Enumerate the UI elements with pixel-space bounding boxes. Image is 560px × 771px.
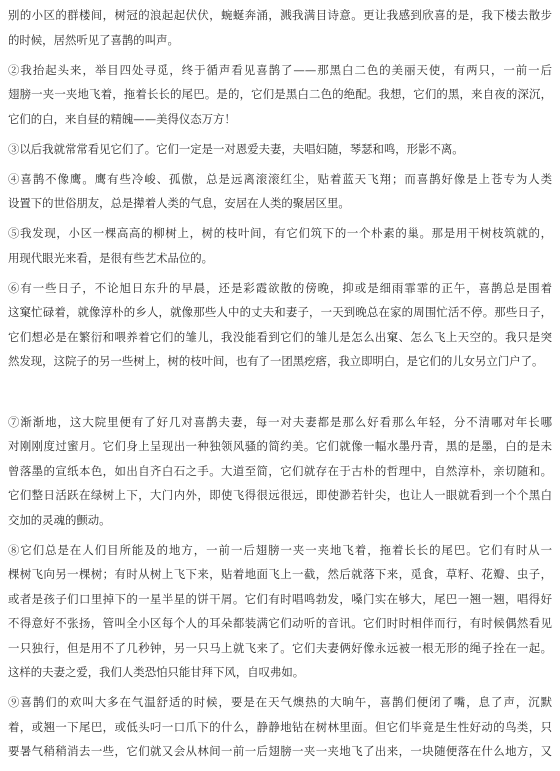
- paragraph-6: [8, 276, 552, 374]
- paragraph-4: [8, 167, 552, 216]
- text-line: 对刚刚度过蜜月。它们身上呈现出一种独领风骚的简约美。它们就像一幅水墨丹青，黑的是墨，白的是未: [8, 439, 552, 453]
- text-line: 它们整日活跃在绿树上下，大门内外，即使飞得很远很远，即使渺若针尖，也让人一眼就看到一个个黑白: [8, 488, 552, 502]
- paragraph-8: [8, 538, 552, 685]
- paragraph-1: [8, 3, 552, 52]
- text-line: 交加的灵魂的颤动。: [8, 512, 111, 527]
- text-line: 然发现，这院子的另一些树上，树的枝叶间，也有了一团黑疙瘩，我立即明白，是它们的儿女另立门户了。: [8, 354, 544, 368]
- text-line: 它们的白，来自昼的精魄——美得仪态万方！: [8, 111, 236, 126]
- text-line: 这窠忙碌着，就像淳朴的乡人，就像那些人中的丈夫和妻子，一天到晚总在家的周围忙活不停。那些日子，: [8, 305, 552, 319]
- text-line: 棵树飞向另一棵树；有时从树上飞下来，贴着地面飞上一截，然后就落下来，觅食，草籽、花瓣、虫子，: [8, 567, 552, 581]
- text-line: ③以后我就常常看见它们了。它们一定是一对恩爱夫妻，夫唱妇随，琴瑟和鸣，形影不离。: [8, 141, 464, 156]
- paragraph-2: [8, 58, 552, 132]
- text-line: ②我抬起头来，举目四处寻觅，终于循声看见喜鹊了——那黑白二色的美丽天使，有两只，一前一后: [8, 62, 552, 77]
- paragraph-3: [8, 137, 552, 162]
- text-line: 着，或翘一下尾巴，或低头叼一口爪下的什么，静静地钻在树林里面。但它们毕竟是生性好动的鸟类，只: [8, 719, 552, 734]
- text-line: 用现代眼光来看，是很有些艺术品位的。: [8, 250, 214, 265]
- text-line: ⑦渐渐地，这大院里便有了好几对喜鹊夫妻，每一对夫妻都是那么好看那么年轻，分不清哪对年长哪: [8, 414, 552, 429]
- paragraph-5: [8, 221, 552, 270]
- text-line: 别的小区的群楼间，树冠的浪起起伏伏，蜿蜒奔涌，溅我满目诗意。更让我感到欣喜的是，我下楼去散步: [8, 8, 552, 22]
- text-line: 它们想必是在繁衍和喂养着它们的雏儿，我没能看到它们的雏儿是怎么出窠、怎么飞上天空的。我只是突: [8, 329, 552, 344]
- text-line: 要暑气稍稍消去一些，它们就又会从林间一前一后翅膀一夹一夹地飞了出来，一块随便落在什么地方，又: [8, 744, 552, 758]
- text-line: ④喜鹊不像鹰。鹰有些冷峻、孤傲，总是远离滚滚红尘，贴着蓝天飞翔；而喜鹊好像是上苍专为人类: [8, 171, 552, 186]
- text-line: 一只独行，但是用不了几秒钟，另一只马上就飞来了。它们夫妻俩好像永远被一根无形的绳子拴在一起。: [8, 640, 552, 655]
- text-line: ⑨喜鹊们的欢叫大多在气温舒适的时候，要是在天气燠热的大晌午，喜鹊们便闭了嘴，息了声，沉默: [8, 695, 552, 709]
- text-line: 的时候，居然听见了喜鹊的叫声。: [8, 32, 179, 47]
- text-line: 设置下的世俗朋友，总是撵着人类的气息，安居在人类的聚居区里。: [8, 196, 350, 210]
- paragraph-7: [8, 410, 552, 533]
- text-line: ⑧它们总是在人们目所能及的地方，一前一后翅膀一夹一夹地飞着，拖着长长的尾巴。它们有时从一: [8, 542, 552, 557]
- text-line: 不得意好不张扬，管叫全小区每个人的耳朵都装满它们动听的音讯。它们时时相伴而行，有时候偶然看见: [8, 616, 552, 630]
- text-line: 曾落墨的宣纸本色，如出自齐白石之手。大道至简，它们就存在于古朴的哲理中，自然淳朴，亲切随和。: [8, 463, 552, 478]
- paragraph-9: [8, 690, 552, 764]
- text-line: ⑥有一些日子，不论旭日东升的早晨，还是彩霞欲散的傍晚，抑或是细雨霏霏的正午，喜鹊总是围着: [8, 280, 552, 295]
- text-line: 这样的夫妻之爱，我们人类恐怕只能甘拜下风，自叹弗如。: [8, 665, 305, 679]
- text-line: 或者是孩子们口里掉下的一星半星的饼干屑。它们有时唱鸣勃发，嗓门实在够大，尾巴一翘一翘，唱得好: [8, 591, 552, 606]
- text-line: 翅膀一夹一夹地飞着，拖着长长的尾巴。是的，它们是黑白二色的绝配。我想，它们的黑，来自夜的深沉，: [8, 87, 552, 101]
- document-page: [8, 3, 552, 769]
- text-line: ⑤我发现，小区一棵高高的柳树上，树的枝叶间，有它们筑下的一个朴素的巢。那是用干树枝筑就的，: [8, 226, 552, 240]
